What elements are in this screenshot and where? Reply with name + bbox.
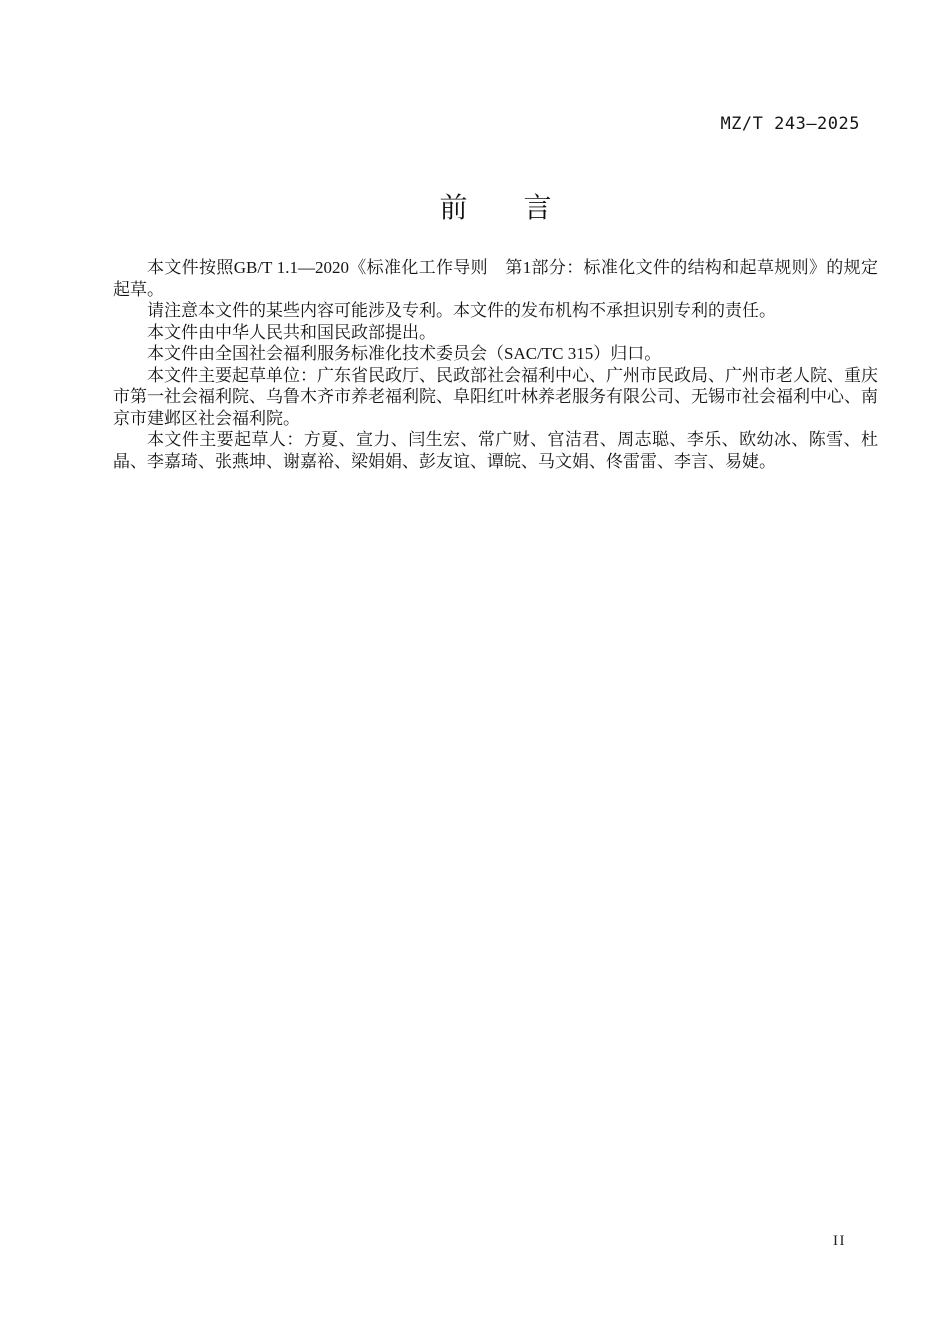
paragraph-drafting-organizations: 本文件主要起草单位：广东省民政厅、民政部社会福利中心、广州市民政局、广州市老人院、重庆市第一社会福利院、乌鲁木齐市养老福利院、阜阳红叶林养老服务有限公司、无锡市社会福利中心、南京市建邺区社会福利院。 [113, 365, 878, 428]
foreword-body [113, 257, 878, 472]
standard-number-header: MZ/T 243—2025 [720, 114, 860, 134]
foreword-title: 前 言 [439, 191, 552, 224]
page-number: II [833, 1233, 846, 1249]
paragraph-centralized-body: 本文件由全国社会福利服务标准化技术委员会（SAC/TC 315）归口。 [147, 344, 662, 363]
paragraph-drafting-rules: 本文件按照GB/T 1.1—2020《标准化工作导则 第1部分：标准化文件的结构和起草规则》的规定起草。 [113, 258, 878, 299]
paragraph-drafters: 本文件主要起草人：方夏、宣力、闫生宏、常广财、官洁君、周志聪、李乐、欧幼冰、陈雪、杜晶、李嘉琦、张燕坤、谢嘉裕、梁娟娟、彭友谊、谭皖、马文娟、佟雷雷、李言、易婕。 [113, 430, 878, 471]
paragraph-patent-notice: 请注意本文件的某些内容可能涉及专利。本文件的发布机构不承担识别专利的责任。 [147, 301, 776, 320]
paragraph-proposing-body: 本文件由中华人民共和国民政部提出。 [147, 322, 436, 342]
